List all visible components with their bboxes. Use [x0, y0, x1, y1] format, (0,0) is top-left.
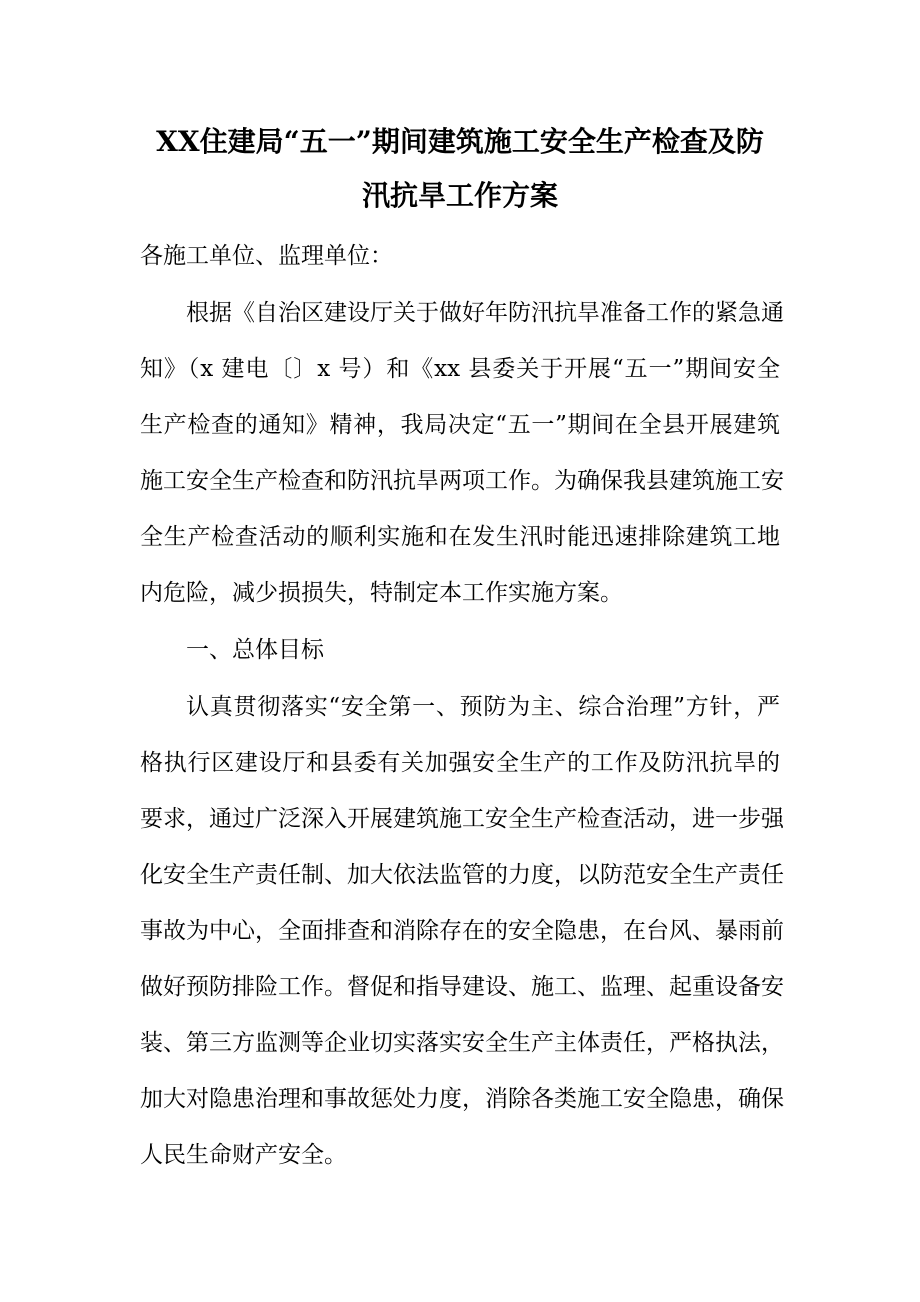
- paragraph-1-line-4: 施工安全生产检查和防汛抗旱两项工作。为确保我县建筑施工安: [140, 468, 784, 494]
- paragraph-2-line-1: 认真贯彻落实“安全第一、预防为主、综合治理”方针，严: [186, 694, 780, 720]
- paragraph-2-line-3: 要求，通过广泛深入开展建筑施工安全生产检查活动，进一步强: [140, 806, 784, 832]
- paragraph-2-line-7: 装、第三方监测等企业切实落实安全生产主体责任，严格执法，: [140, 1030, 784, 1056]
- paragraph-1-line-5: 全生产检查活动的顺利实施和在发生汛时能迅速排除建筑工地: [140, 524, 780, 550]
- paragraph-1-line-1: 根据《自治区建设厅关于做好年防汛抗旱准备工作的紧急通: [186, 300, 784, 326]
- paragraph-2-line-9: 人民生命财产安全。: [140, 1142, 347, 1168]
- paragraph-2-line-6: 做好预防排险工作。督促和指导建设、施工、监理、起重设备安: [140, 974, 784, 1000]
- paragraph-1-line-6: 内危险，减少损损失，特制定本工作实施方案。: [140, 580, 623, 606]
- salutation: 各施工单位、监理单位：: [140, 243, 393, 269]
- paragraph-1-line-2: 知》（x 建电〔〕x 号）和《xx 县委关于开展“五一”期间安全: [140, 356, 780, 382]
- paragraph-2-line-4: 化安全生产责任制、加大依法监管的力度，以防范安全生产责任: [140, 862, 784, 888]
- section-heading-1: 一、总体目标: [186, 637, 324, 663]
- document-title-line-2: 汛抗旱工作方案: [361, 179, 558, 212]
- paragraph-1-line-3: 生产检查的通知》精神，我局决定“五一”期间在全县开展建筑: [140, 412, 780, 438]
- paragraph-2-line-2: 格执行区建设厅和县委有关加强安全生产的工作及防汛抗旱的: [140, 750, 780, 776]
- paragraph-2-line-8: 加大对隐患治理和事故惩处力度，消除各类施工安全隐患，确保: [140, 1086, 784, 1112]
- document-title-line-1: XX住建局“五一”期间建筑施工安全生产检查及防: [156, 125, 764, 158]
- paragraph-2-line-5: 事故为中心，全面排查和消除存在的安全隐患，在台风、暴雨前: [140, 918, 784, 944]
